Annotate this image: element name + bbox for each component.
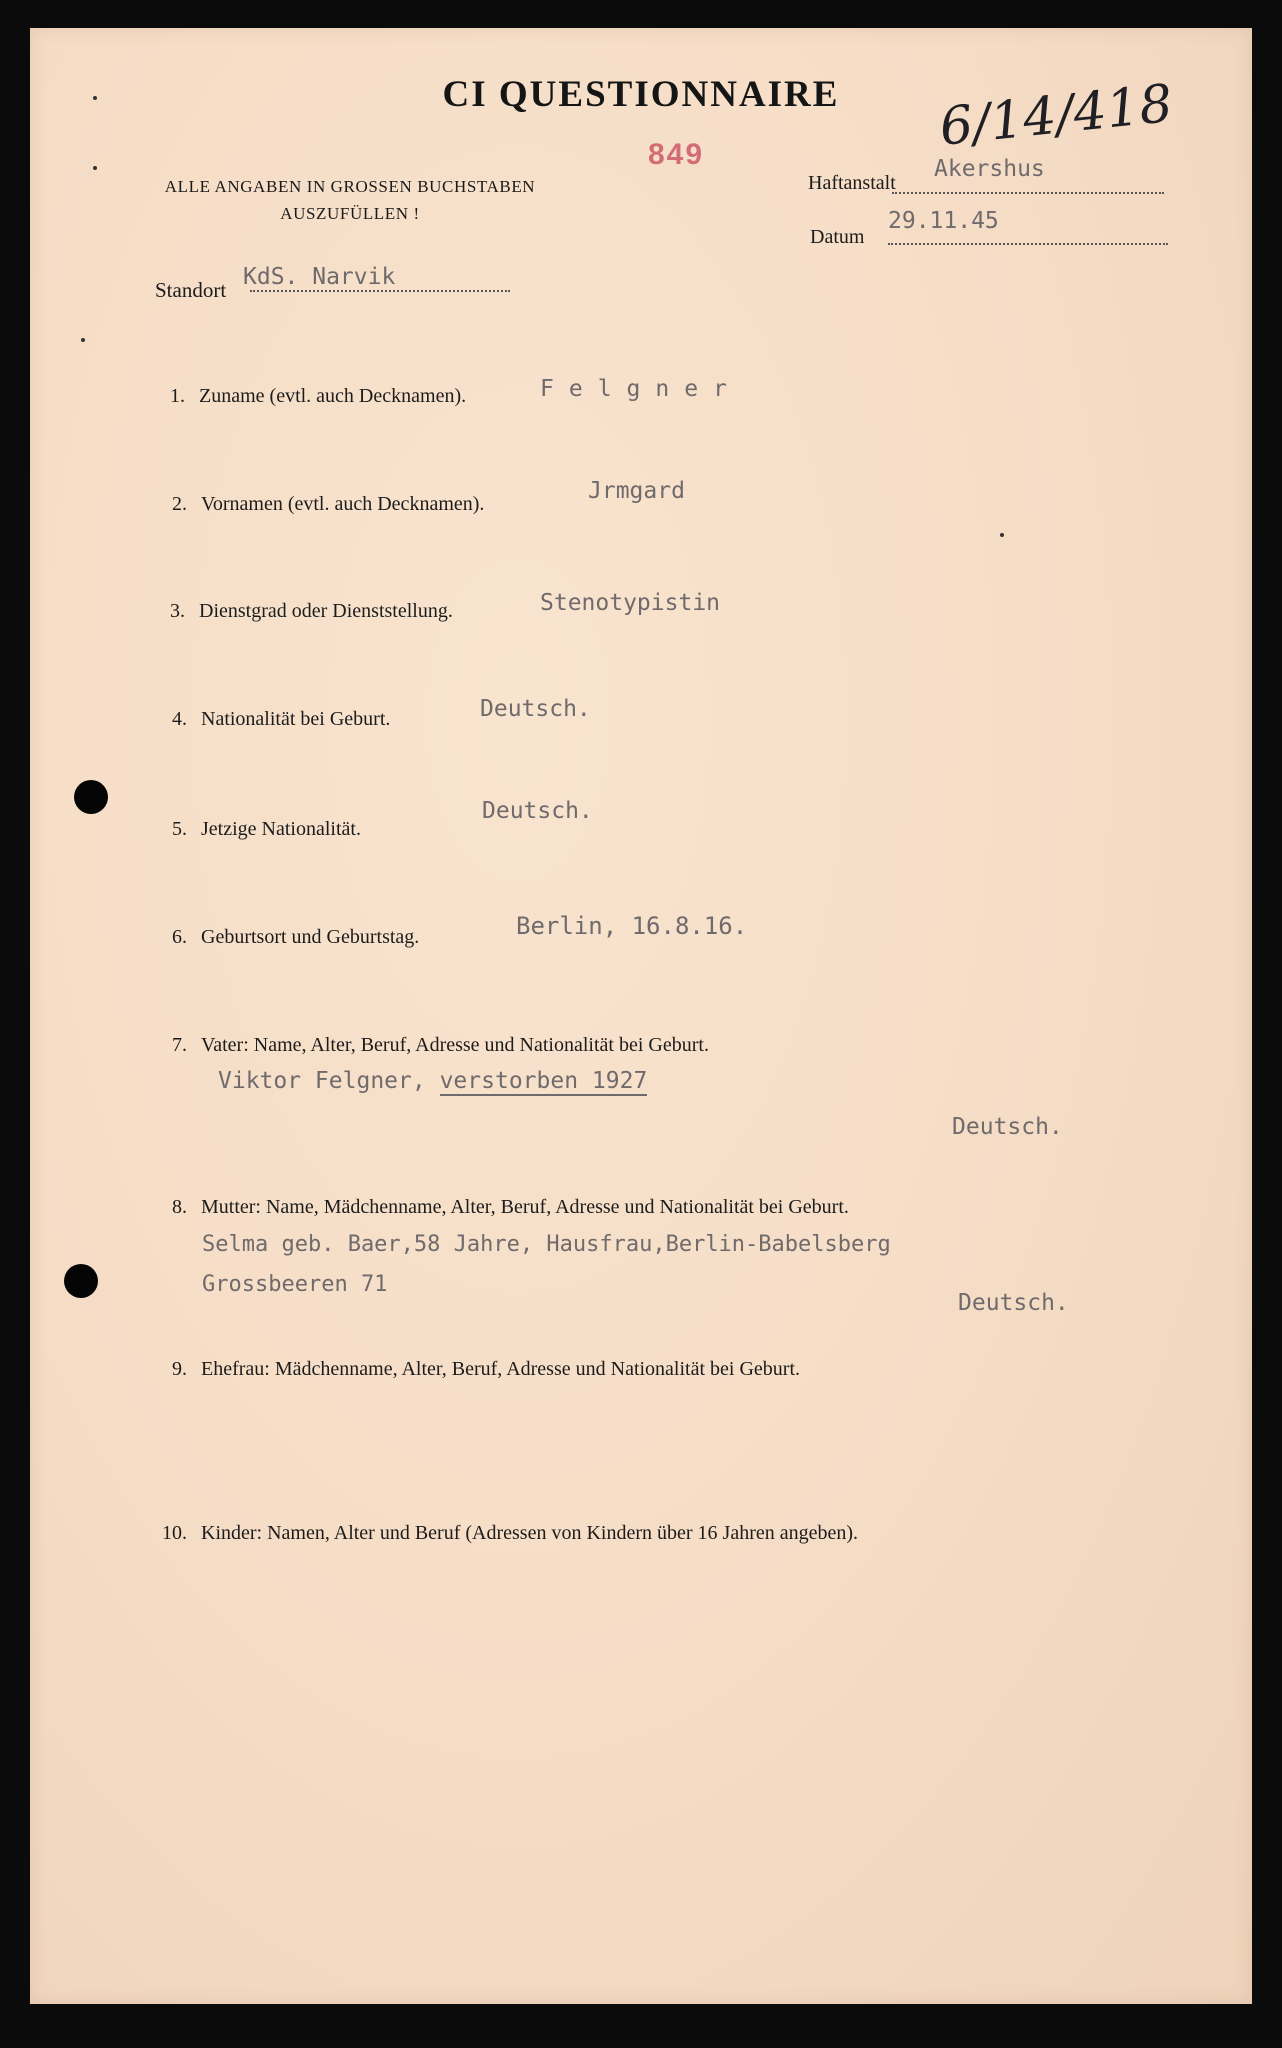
datum-value: 29.11.45 [888,208,999,234]
question-8 [147,1196,849,1219]
answer-2: Jrmgard [588,478,685,504]
question-3 [145,600,453,623]
question-label: Nationalität bei Geburt. [201,708,391,730]
ink-speck [81,338,85,342]
question-number: 5. [172,818,187,840]
question-label: Mutter: Name, Mädchenname, Alter, Beruf, Adresse und Nationalität bei Geburt. [201,1196,849,1218]
question-6 [147,926,419,949]
question-label: Ehefrau: Mädchenname, Alter, Beruf, Adresse und Nationalität bei Geburt. [201,1358,801,1380]
question-9 [147,1358,800,1381]
questionnaire-sheet [30,28,1252,2004]
form-title: CI QUESTIONNAIRE [442,74,840,115]
haftanstalt-value: Akershus [934,156,1045,182]
answer-5: Deutsch. [482,798,593,824]
question-number: 10. [162,1522,187,1544]
question-number: 6. [172,926,187,948]
handwritten-reference: 6/14/418 [936,73,1176,158]
answer-8-line1: Selma geb. Baer,58 Jahre, Hausfrau,Berlin-Babelsberg [202,1232,891,1257]
answer-1: Felgner [540,376,742,402]
punch-hole-upper [74,780,108,814]
question-number: 2. [172,493,187,515]
answer-7-name-text: Viktor Felgner, [218,1068,426,1094]
standort-value: KdS. Narvik [243,264,396,290]
question-label: Jetzige Nationalität. [201,818,361,840]
ink-speck [93,96,97,100]
question-2 [147,493,484,516]
ink-speck [1000,533,1004,537]
instructions [140,173,560,227]
question-number: 4. [172,708,187,730]
datum-label: Datum [810,226,865,248]
haftanstalt-line [892,192,1164,194]
question-label: Vornamen (evtl. auch Decknamen). [201,493,485,515]
answer-7-deceased: verstorben 1927 [439,1068,648,1094]
answer-7-nationality: Deutsch. [952,1114,1063,1140]
instruction-line-1: ALLE ANGABEN IN GROSSEN BUCHSTABEN [164,177,536,196]
answer-3: Stenotypistin [540,590,721,616]
question-1 [145,385,466,408]
haftanstalt-label: Haftanstalt [808,172,896,194]
question-7 [147,1034,709,1057]
question-number: 8. [172,1196,187,1218]
question-label: Dienstgrad oder Dienststellung. [199,600,453,622]
datum-line [888,243,1168,245]
question-number: 7. [172,1034,187,1056]
standort-line [250,290,510,292]
question-number: 9. [172,1358,187,1380]
answer-4: Deutsch. [480,696,591,722]
question-5 [147,818,361,841]
ink-speck [93,166,97,170]
instruction-line-2: AUSZUFÜLLEN ! [280,204,420,223]
answer-7-name [218,1068,647,1094]
answer-8-nationality: Deutsch. [958,1290,1069,1316]
question-label: Kinder: Namen, Alter und Beruf (Adressen von Kindern über 16 Jahren angeben). [201,1522,859,1544]
red-stamp: 849 [648,138,705,171]
question-number: 1. [170,385,185,407]
question-label: Vater: Name, Alter, Beruf, Adresse und Nationalität bei Geburt. [201,1034,709,1056]
punch-hole-lower [64,1264,98,1298]
standort-label: Standort [155,278,227,302]
answer-8-line2: Grossbeeren 71 [202,1272,388,1297]
question-label: Zuname (evtl. auch Decknamen). [199,385,467,407]
question-number: 3. [170,600,185,622]
question-label: Geburtsort und Geburtstag. [201,926,420,948]
question-10 [147,1522,858,1545]
question-4 [147,708,390,731]
answer-6: Berlin, 16.8.16. [516,912,748,940]
